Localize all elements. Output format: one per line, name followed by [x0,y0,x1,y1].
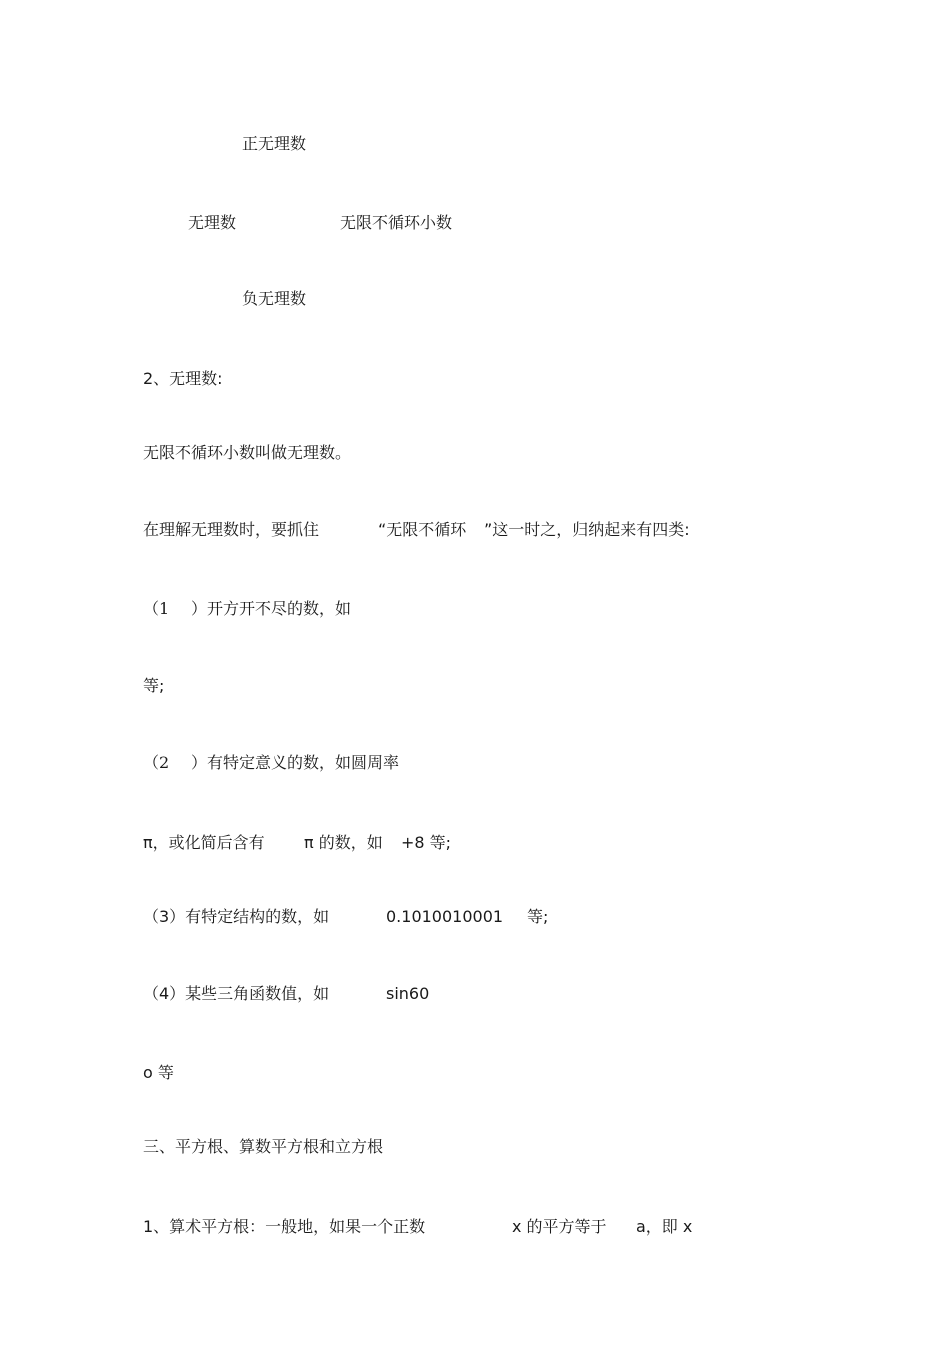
item3-text: （3）有特定结构的数，如 [143,907,330,926]
section2-intro-a: 在理解无理数时，要抓住 [143,520,320,539]
section3-def1-c: a，即 x [636,1217,693,1236]
item1-tail: 等; [143,676,165,695]
section2-intro-quote: “无限不循环 [378,520,467,539]
item2-text: ）有特定意义的数，如圆周率 [191,753,400,772]
section3-def1-b: x 的平方等于 [512,1217,607,1236]
item4-tail: o 等 [143,1063,174,1082]
item3-value: 0.1010010001 [386,907,504,926]
section2-definition: 无限不循环小数叫做无理数。 [143,443,352,462]
tree-irrational: 无理数 [188,213,237,232]
item3-tail: 等; [527,907,549,926]
section2-intro-b: ”这一时之，归纳起来有四类: [484,520,690,539]
item1-text: ）开方开不尽的数，如 [191,599,352,618]
item2-line2-a: π，或化简后含有 [143,833,265,852]
tree-infinite-nonrepeating: 无限不循环小数 [340,213,453,232]
item2-line2-c: +8 等; [401,833,452,852]
tree-negative-irrational: 负无理数 [242,289,307,308]
item4-text: （4）某些三角函数值，如 [143,984,330,1003]
item2-line2-b: π 的数，如 [304,833,383,852]
item2-mark: （2 [143,753,170,772]
section3-heading: 三、平方根、算数平方根和立方根 [143,1137,384,1156]
tree-positive-irrational: 正无理数 [242,134,307,153]
item1-mark: （1 [143,599,170,618]
section3-def1-a: 1、算术平方根：一般地，如果一个正数 [143,1217,426,1236]
section2-heading: 2、无理数: [143,369,223,388]
item4-value: sin60 [386,984,430,1003]
